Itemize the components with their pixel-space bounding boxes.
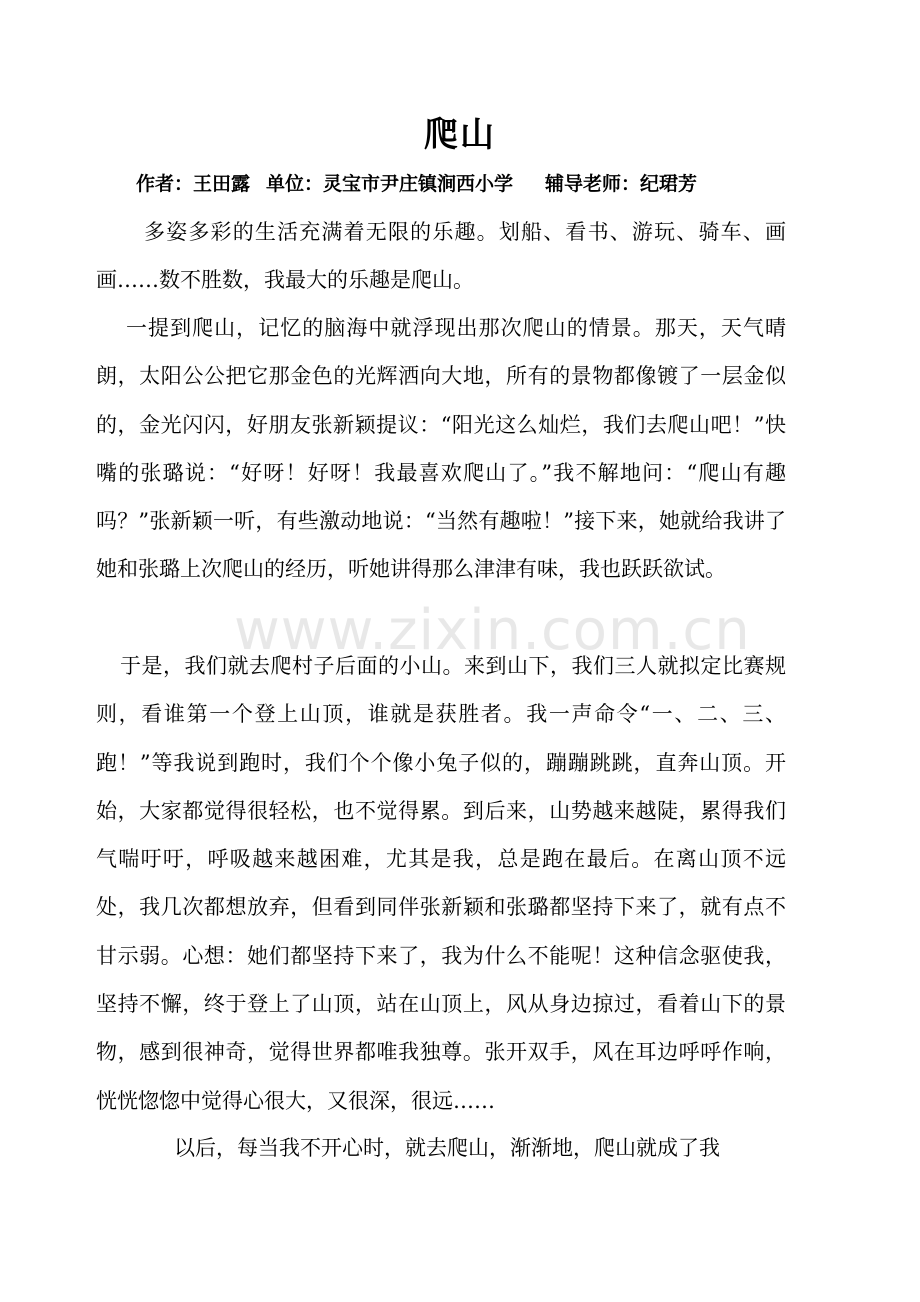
- paragraph-2: 一提到爬山，记忆的脑海中就浮现出那次爬山的情景。那天，天气晴朗，太阳公公把它那金色的光辉洒向大地，所有的景物都像镀了一层金似的，金光闪闪，好朋友张新颖提议：“阳光这么灿烂，我们去爬山吧！”快嘴的张璐说：“好呀！好呀！我最喜欢爬山了。”我不解地问：“爬山有趣吗？”张新颖一听，有些激动地说：“当然有趣啦！”接下来，她就给我讲了她和张璐上次爬山的经历，听她讲得那么津津有味，我也跃跃欲试。: [96, 316, 786, 582]
- author-label: 作者：王田露: [136, 173, 251, 195]
- byline: [136, 168, 836, 200]
- document-title: 爬山: [424, 115, 496, 155]
- watermark: www.zixin.com.cn: [234, 598, 751, 663]
- paragraph-3: 于是，我们就去爬村子后面的小山。来到山下，我们三人就拟定比赛规则，看谁第一个登上山顶，谁就是获胜者。我一声命令“一、二、三、跑！”等我说到跑时，我们个个像小兔子似的，蹦蹦跳跳，直奔山顶。开始，大家都觉得很轻松，也不觉得累。到后来，山势越来越陡，累得我们气喘吁吁，呼吸越来越困难，尤其是我，总是跑在最后。在离山顶不远处，我几次都想放弃，但看到同伴张新颖和张璐都坚持下来了，就有点不甘示弱。心想：她们都坚持下来了，我为什么不能呢！这种信念驱使我，坚持不懈，终于登上了山顶，站在山顶上，风从身边掠过，看着山下的景物，感到很神奇，觉得世界都唯我独尊。张开双手，风在耳边呼呼作响，恍恍惚惚中觉得心很大，又很深，很远……: [96, 654, 786, 1113]
- unit-label: 单位：灵宝市尹庄镇涧西小学: [266, 173, 514, 195]
- paragraph-1: 多姿多彩的生活充满着无限的乐趣。划船、看书、游玩、骑车、画画……数不胜数，我最大的乐趣是爬山。: [96, 220, 786, 293]
- paragraph-4: 以后，每当我不开心时，就去爬山，渐渐地，爬山就成了我: [174, 1136, 720, 1160]
- advisor-label: 辅导老师：纪珺芳: [545, 173, 698, 195]
